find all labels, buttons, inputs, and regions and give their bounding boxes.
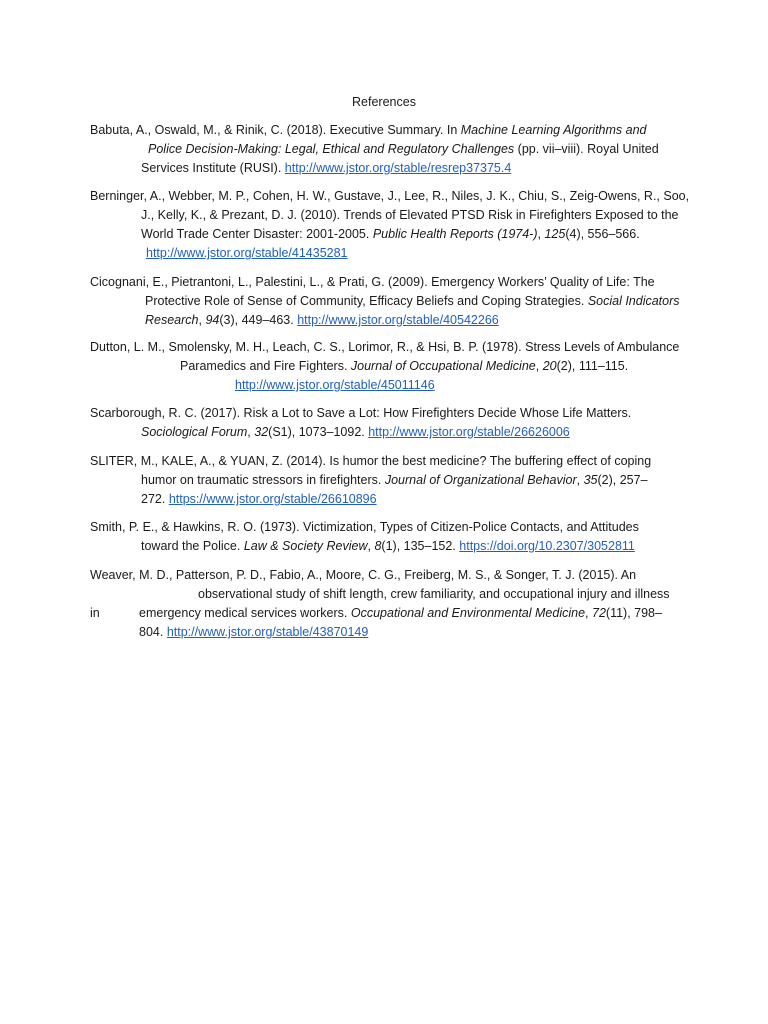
reference-entry: Berninger, A., Webber, M. P., Cohen, H. W., Gustave, J., Lee, R., Niles, J. K., Chiu, S., Zeig-Owens, R., Soo, J., Kelly, K., & Prezant, D. J. (2010). Trends of Elevated PTSD Risk in Firefighters Exposed to the World Trade Center Disaster: 2001-2005. Public Health Reports (1974-), 125(4), 556–566. http://www.jstor.org/stable/41435281 [90, 189, 690, 260]
reference-entry: Babuta, A., Oswald, M., & Rinik, C. (2018). Executive Summary. In Machine Learning Algorithms and Police Decision-Making: Legal, Ethical and Regulatory Challenges (pp. vii–viii). Royal United Services Institute (RUSI). http://www.jstor.org/stable/resrep37375.4 [90, 123, 659, 175]
reference-link[interactable]: http://www.jstor.org/stable/resrep37375.4 [284, 161, 512, 175]
reference-link[interactable]: http://www.jstor.org/stable/43870149 [166, 625, 369, 639]
reference-link[interactable]: http://www.jstor.org/stable/40542266 [297, 313, 499, 327]
reference-entry: Weaver, M. D., Patterson, P. D., Fabio, A., Moore, C. G., Freiberg, M. S., & Songer, T. J. (2015). An observational study of shift length, crew familiarity, and occupational injury and illness in emergency medical services workers. Occupational and Environmental Medicine, 72(11), 798– 804. http://www.jstor.org/stable/43870149 [90, 568, 670, 639]
reference-entry: Smith, P. E., & Hawkins, R. O. (1973). Victimization, Types of Citizen-Police Contacts, and Attitudes toward the Police. Law & Society Review, 8(1), 135–152. https://doi.org/10.2307/3052811 [90, 520, 639, 553]
reference-link[interactable]: http://www.jstor.org/stable/45011146 [235, 378, 435, 392]
reference-entry: Dutton, L. M., Smolensky, M. H., Leach, C. S., Lorimor, R., & Hsi, B. P. (1978). Stress Levels of Ambulance Paramedics and Fire Fighters. Journal of Occupational Medicine, 20(2), 111–115. http://www.jstor.org/stable/45011146 [90, 340, 680, 392]
references-heading: References [352, 95, 416, 109]
reference-link[interactable]: http://www.jstor.org/stable/41435281 [146, 246, 348, 260]
reference-entry: Cicognani, E., Pietrantoni, L., Palestini, L., & Prati, G. (2009). Emergency Workers’ Quality of Life: The Protective Role of Sense of Community, Efficacy Beliefs and Coping Strategies. Social Indicators Research, 94(3), 449–463. http://www.jstor.org/stable/40542266 [90, 275, 680, 327]
reference-entry: SLITER, M., KALE, A., & YUAN, Z. (2014). Is humor the best medicine? The buffering effect of coping humor on traumatic stressors in firefighters. Journal of Organizational Behavior, 35(2), 257– 272. https://www.jstor.org/stable/26610896 [90, 454, 652, 506]
reference-link[interactable]: http://www.jstor.org/stable/26626006 [368, 425, 570, 439]
reference-link[interactable]: https://www.jstor.org/stable/26610896 [168, 492, 377, 506]
reference-link[interactable]: https://doi.org/10.2307/3052811 [459, 539, 635, 553]
reference-entry: Scarborough, R. C. (2017). Risk a Lot to Save a Lot: How Firefighters Decide Whose Life Matters. Sociological Forum, 32(S1), 1073–1092. http://www.jstor.org/stable/26626006 [90, 406, 632, 439]
